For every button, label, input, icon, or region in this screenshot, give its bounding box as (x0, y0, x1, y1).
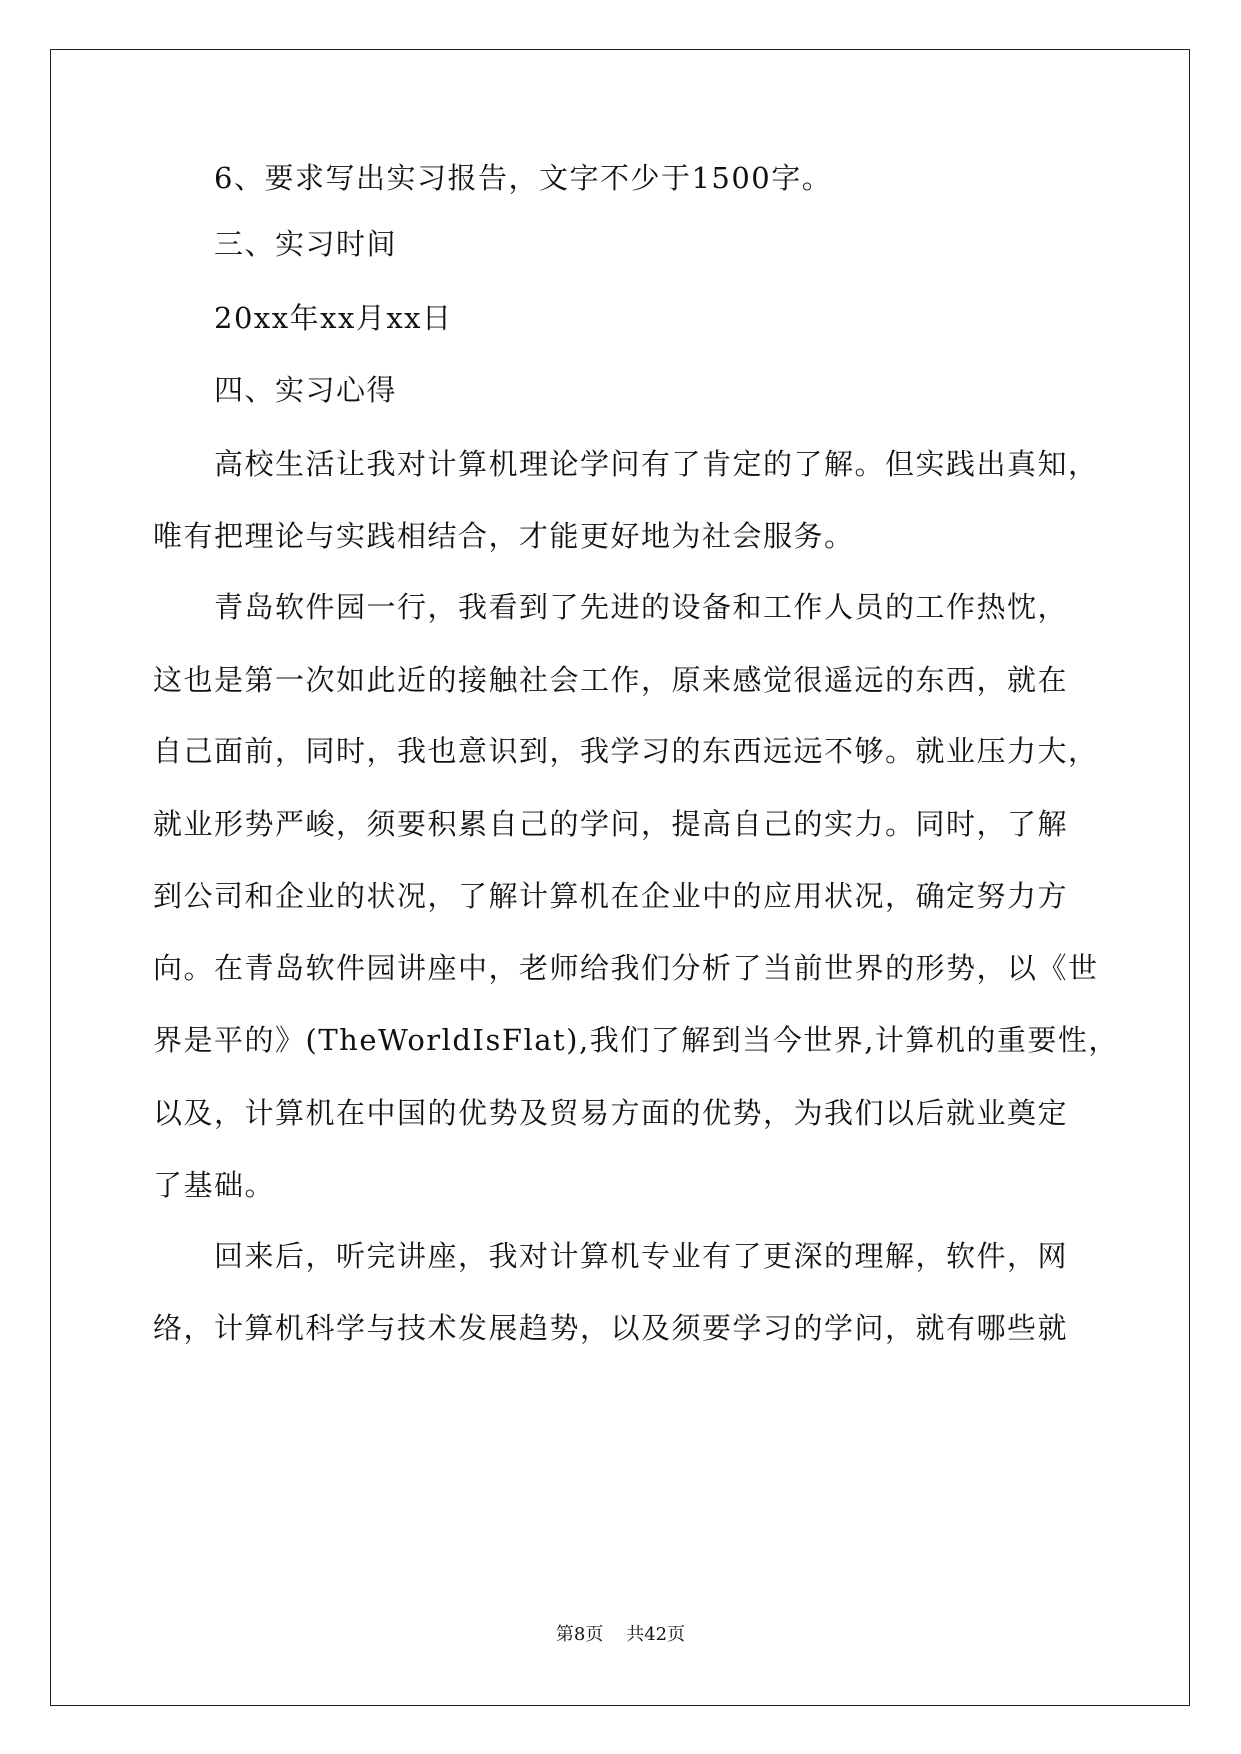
page-footer (0, 1623, 1241, 1647)
paragraph-1-line-2: 唯有把理论与实践相结合，才能更好地为社会服务。 (153, 519, 855, 553)
paragraph-2-line-2: 这也是第一次如此近的接触社会工作，原来感觉很遥远的东西，就在 (153, 663, 1069, 697)
text-line-date: 20xx年xx月xx日 (214, 301, 453, 335)
text-line-requirement-6: 6、要求写出实习报告，文字不少于1500字。 (214, 161, 833, 195)
page-number: 第8页 (555, 1624, 604, 1645)
paragraph-3-line-2: 络，计算机科学与技术发展趋势，以及须要学习的学问，就有哪些就 (153, 1311, 1069, 1345)
paragraph-2-line-5: 到公司和企业的状况，了解计算机在企业中的应用状况，确定努力方 (153, 879, 1069, 913)
paragraph-2-line-9: 了基础。 (153, 1168, 276, 1202)
paragraph-1-line-1: 高校生活让我对计算机理论学问有了肯定的了解。但实践出真知， (214, 447, 1099, 481)
paragraph-2-line-1: 青岛软件园一行，我看到了先进的设备和工作人员的工作热忱， (214, 590, 1069, 624)
paragraph-2-line-3: 自己面前，同时，我也意识到，我学习的东西远远不够。就业压力大， (153, 734, 1099, 768)
paragraph-2-line-7: 界是平的》(TheWorldIsFlat),我们了解到当今世界,计算机的重要性， (153, 1023, 1119, 1057)
paragraph-2-line-6: 向。在青岛软件园讲座中，老师给我们分析了当前世界的形势，以《世 (153, 951, 1099, 985)
total-pages: 共42页 (626, 1624, 686, 1645)
section-heading-internship-experience: 四、实习心得 (214, 373, 398, 407)
paragraph-3-line-1: 回来后，听完讲座，我对计算机专业有了更深的理解，软件，网 (214, 1239, 1069, 1273)
section-heading-internship-time: 三、实习时间 (214, 227, 398, 261)
paragraph-2-line-8: 以及，计算机在中国的优势及贸易方面的优势，为我们以后就业奠定 (153, 1096, 1069, 1130)
paragraph-2-line-4: 就业形势严峻，须要积累自己的学问，提高自己的实力。同时，了解 (153, 807, 1069, 841)
